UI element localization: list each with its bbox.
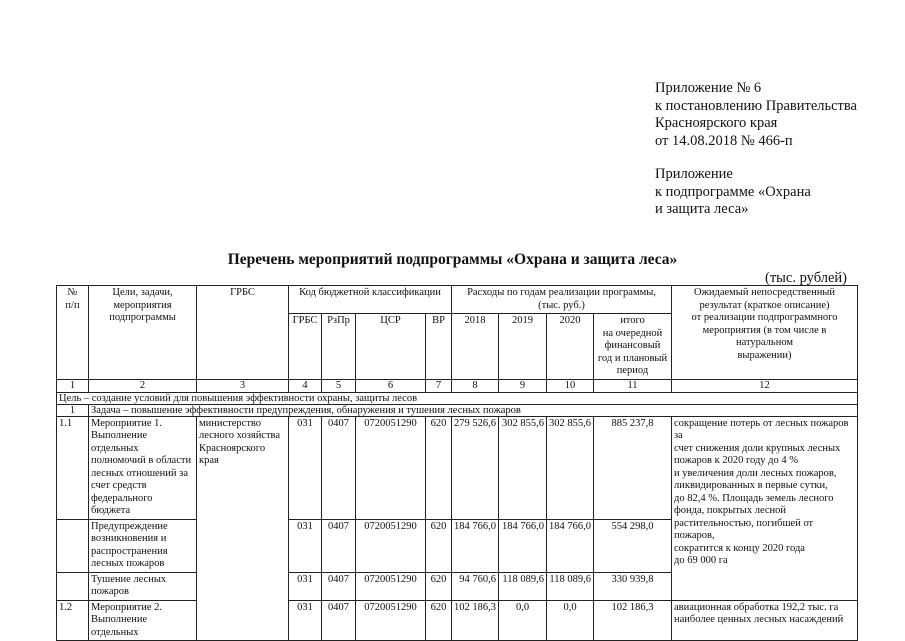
row-result: авиационная обработка 192,2 тыс. га наиболее ценных лесных насаждений <box>672 600 858 641</box>
appendix-line: к постановлению Правительства <box>655 97 857 114</box>
appendix-line: Приложение <box>655 166 733 182</box>
row-2020: 0,0 <box>547 600 594 641</box>
header-result: Ожидаемый непосредственный результат (краткое описание) от реализации подпрограммного мероприятия (в том числе в натуральном выражении) <box>672 286 858 380</box>
row-grbs: 031 <box>289 572 322 600</box>
column-number: 3 <box>197 379 289 392</box>
row-total: 554 298,0 <box>594 519 672 572</box>
row-2018: 279 526,6 <box>452 416 499 519</box>
row-2019: 184 766,0 <box>499 519 547 572</box>
row-name: Мероприятие 1. Выполнение отдельных полномочий в области лесных отношений за счет средств федерального бюджета <box>89 416 197 519</box>
row-rzpr: 0407 <box>322 416 356 519</box>
row-2020: 184 766,0 <box>547 519 594 572</box>
task-text: Задача – повышение эффективности предупреждения, обнаружения и тушения лесных пожаров <box>89 404 858 416</box>
column-number: 12 <box>672 379 858 392</box>
row-csr: 0720051290 <box>356 572 426 600</box>
row-grbs: 031 <box>289 416 322 519</box>
header-row-1 <box>57 286 858 314</box>
row-num <box>57 519 89 572</box>
column-number: 5 <box>322 379 356 392</box>
measures-table <box>56 285 858 641</box>
table-row <box>57 600 858 641</box>
column-number: 1 <box>57 379 89 392</box>
table-row <box>57 416 858 519</box>
row-result: сокращение потерь от лесных пожаров за счет снижения доли крупных лесных пожаров к 2020 году до 4 % и увеличения доли лесных пожаров, ликвидированных в первые сутки, до 82,4 %. Площадь земель лесного фонда, покрытых лесной растительностью, погибшей от пожаров, сократится к концу 2020 года до 69 000 га <box>672 416 858 600</box>
row-vr: 620 <box>426 600 452 641</box>
row-total: 330 939,8 <box>594 572 672 600</box>
row-total: 885 237,8 <box>594 416 672 519</box>
column-number: 11 <box>594 379 672 392</box>
header-2019: 2019 <box>499 314 547 380</box>
column-number-row <box>57 379 858 392</box>
header-2020: 2020 <box>547 314 594 380</box>
header-expenses: Расходы по годам реализации программы, (тыс. руб.) <box>452 286 672 314</box>
row-2018: 102 186,3 <box>452 600 499 641</box>
header-code-vr: ВР <box>426 314 452 380</box>
task-row <box>57 404 858 416</box>
header-budget-code: Код бюджетной классификации <box>289 286 452 314</box>
row-num: 1.1 <box>57 416 89 519</box>
appendix-line: Приложение № 6 <box>655 80 762 96</box>
units-note: (тыс. рублей) <box>765 270 847 286</box>
row-2020: 302 855,6 <box>547 416 594 519</box>
column-number: 6 <box>356 379 426 392</box>
header-num: № п/п <box>57 286 89 380</box>
column-number: 4 <box>289 379 322 392</box>
row-2020: 118 089,6 <box>547 572 594 600</box>
row-total: 102 186,3 <box>594 600 672 641</box>
document-title: Перечень мероприятий подпрограммы «Охрана и защита леса» <box>227 251 678 268</box>
row-2019: 302 855,6 <box>499 416 547 519</box>
row-num: 1.2 <box>57 600 89 641</box>
appendix-block-1 <box>655 80 857 150</box>
appendix-block-2 <box>655 166 811 219</box>
appendix-line: и защита леса» <box>655 201 749 217</box>
row-rzpr: 0407 <box>322 600 356 641</box>
goal-row <box>57 392 858 404</box>
row-vr: 620 <box>426 416 452 519</box>
row-2018: 94 760,6 <box>452 572 499 600</box>
appendix-line: Красноярского края <box>655 115 778 131</box>
row-name: Предупреждение возникновения и распространения лесных пожаров <box>89 519 197 572</box>
header-total: итого на очередной финансовый год и плановый период <box>594 314 672 380</box>
column-number: 2 <box>89 379 197 392</box>
header-code-csr: ЦСР <box>356 314 426 380</box>
row-rzpr: 0407 <box>322 572 356 600</box>
row-name: Мероприятие 2. Выполнение отдельных <box>89 600 197 641</box>
appendix-line: от 14.08.2018 № 466-п <box>655 132 793 149</box>
column-number: 8 <box>452 379 499 392</box>
header-code-grbs: ГРБС <box>289 314 322 380</box>
row-num <box>57 572 89 600</box>
header-2018: 2018 <box>452 314 499 380</box>
row-csr: 0720051290 <box>356 600 426 641</box>
row-grbs: 031 <box>289 600 322 641</box>
column-number: 9 <box>499 379 547 392</box>
row-2019: 118 089,6 <box>499 572 547 600</box>
row-vr: 620 <box>426 519 452 572</box>
header-code-rzpr: РзПр <box>322 314 356 380</box>
column-number: 7 <box>426 379 452 392</box>
row-grbs: 031 <box>289 519 322 572</box>
task-num: 1 <box>57 404 89 416</box>
row-2018: 184 766,0 <box>452 519 499 572</box>
row-2019: 0,0 <box>499 600 547 641</box>
appendix-line: к подпрограмме «Охрана <box>655 183 811 200</box>
row-vr: 620 <box>426 572 452 600</box>
row-csr: 0720051290 <box>356 519 426 572</box>
row-rzpr: 0407 <box>322 519 356 572</box>
row-csr: 0720051290 <box>356 416 426 519</box>
header-grbs: ГРБС <box>197 286 289 380</box>
goal-text: Цель – создание условий для повышения эффективности охраны, защиты лесов <box>57 392 858 404</box>
column-number: 10 <box>547 379 594 392</box>
row-name: Тушение лесных пожаров <box>89 572 197 600</box>
header-goals: Цели, задачи, мероприятия подпрограммы <box>89 286 197 380</box>
row-grbs-name: министерство лесного хозяйства Красноярского края <box>197 416 289 641</box>
